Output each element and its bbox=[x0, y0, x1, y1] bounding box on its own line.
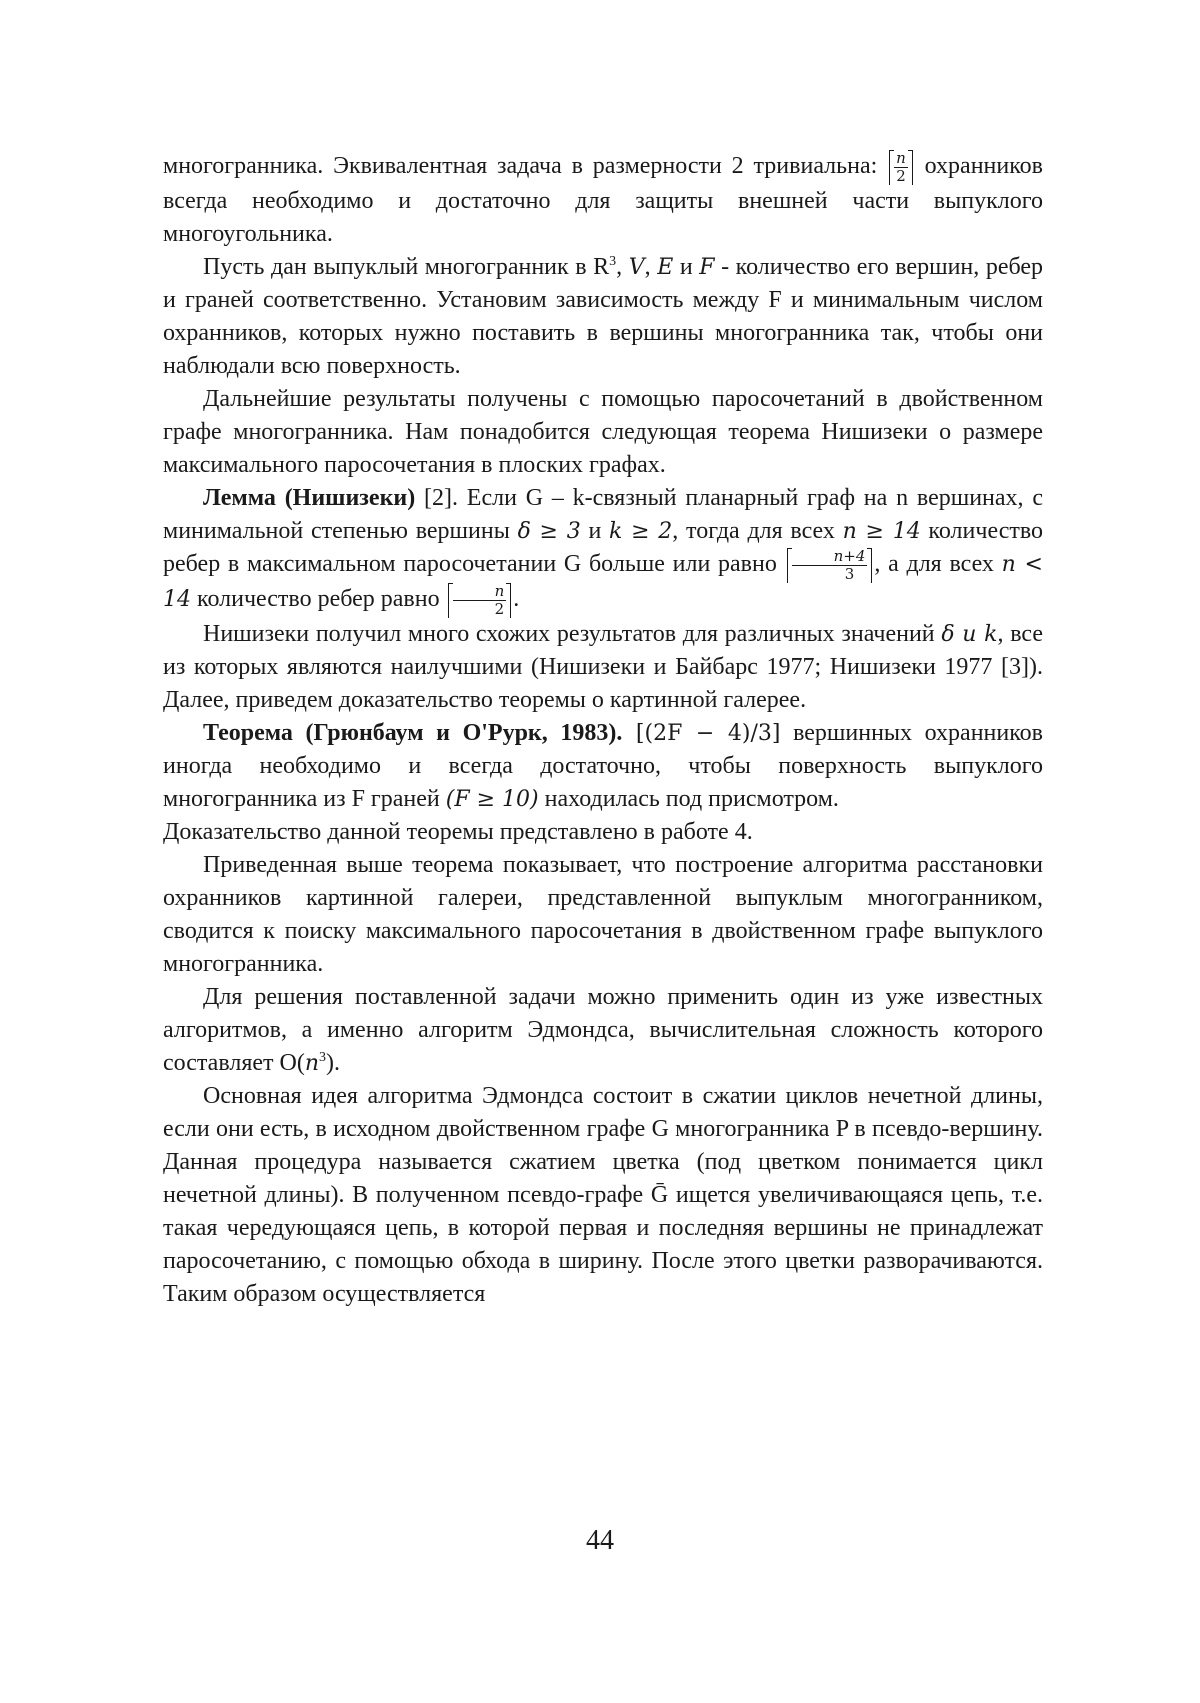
theorem-paragraph: Теорема (Грюнбаум и О'Рурк, 1983). [(2F − 4)/3] вершинных охранников иногда необходимо и всегда достаточно, чтобы поверхность выпуклого многогранника из F граней (F ≥ 10) находилась под присмотром. bbox=[163, 720, 1044, 812]
paragraph-9: Для решения поставленной задачи можно применить один из уже известных алгоритмов, а именно алгоритм Эдмондса, вычислительная сложность которого составляет $O(n^3)$. bbox=[163, 984, 1043, 1076]
paragraph-5: Нишизеки получил много схожих результатов для различных значений δ и k, все из которых являются наилучшими (Нишизеки и Байбарс 1977; Нишизеки 1977 [3]). Далее, приведем доказательство теоремы о картинной галерее. bbox=[163, 621, 1043, 713]
document-page bbox=[163, 150, 1043, 1311]
theorem-title: Теорема (Грюнбаум и О'Рурк, 1983). bbox=[203, 720, 623, 746]
ceil-fraction-n-over-2: $\frac{n}{2}$ bbox=[889, 150, 913, 185]
page-number: 44 bbox=[586, 1525, 614, 1556]
lemma-title: Лемма (Нишизеки) bbox=[203, 485, 416, 511]
paragraph-7: Доказательство данной теоремы представлено в работе 4. bbox=[163, 819, 753, 845]
paragraph-10: Основная идея алгоритма Эдмондса состоит в сжатии циклов нечетной длины, если они есть, в исходном двойственном графе G многогранника P в псевдо-вершину. Данная процедура называется сжатием цветка (под цветком понимается цикл нечетной длины). В полученном псевдо-графе Ḡ ищется увеличивающаяся цепь, т.е. такая чередующаяся цепь, в которой первая и последняя вершины не принадлежат паросочетанию, с помощью обхода в ширину. После этого цветки разворачиваются. Таким образом осуществляется bbox=[163, 1083, 1043, 1307]
paragraph-2: Пусть дан выпуклый многогранник в $R^3$, V, E и F - количество его вершин, ребер и граней соответственно. Установим зависимость между F и минимальным числом охранников, которых нужно поставить в вершины многогранника так, чтобы они наблюдали всю поверхность. bbox=[163, 254, 1044, 379]
paragraph-1: многогранника. Эквивалентная задача в размерности 2 тривиальна: $\frac{n}{2}$ охранников всегда необходимо и достаточно для защиты внешней части выпуклого многоугольника. bbox=[163, 149, 1043, 247]
paragraph-3: Дальнейшие результаты получены с помощью паросочетаний в двойственном графе многогранника. Нам понадобится следующая теорема Нишизеки о размере максимального паросочетания в плоских графах. bbox=[163, 386, 1043, 478]
lemma-paragraph: Лемма (Нишизеки) [2]. Если G – k-связный планарный граф на n вершинах, с минимальной степенью вершины δ ≥ 3 и k ≥ 2, тогда для всех n ≥ 14 количество ребер в максимальном паросочетании G больше или равно $\frac{n+4}{3}$ , а для всех n < 14 количество ребер равно $\frac{n}{2}$ . bbox=[163, 485, 1043, 618]
ceil-fraction-n-over-2-second: $\frac{n}{2}$ bbox=[448, 583, 512, 618]
ceil-fraction-n-plus-4-over-3: $\frac{n+4}{3}$ bbox=[787, 548, 873, 583]
paragraph-8: Приведенная выше теорема показывает, что построение алгоритма расстановки охранников картинной галереи, представленной выпуклым многогранником, сводится к поиску максимального паросочетания в двойственном графе выпуклого многогранника. bbox=[163, 852, 1043, 977]
